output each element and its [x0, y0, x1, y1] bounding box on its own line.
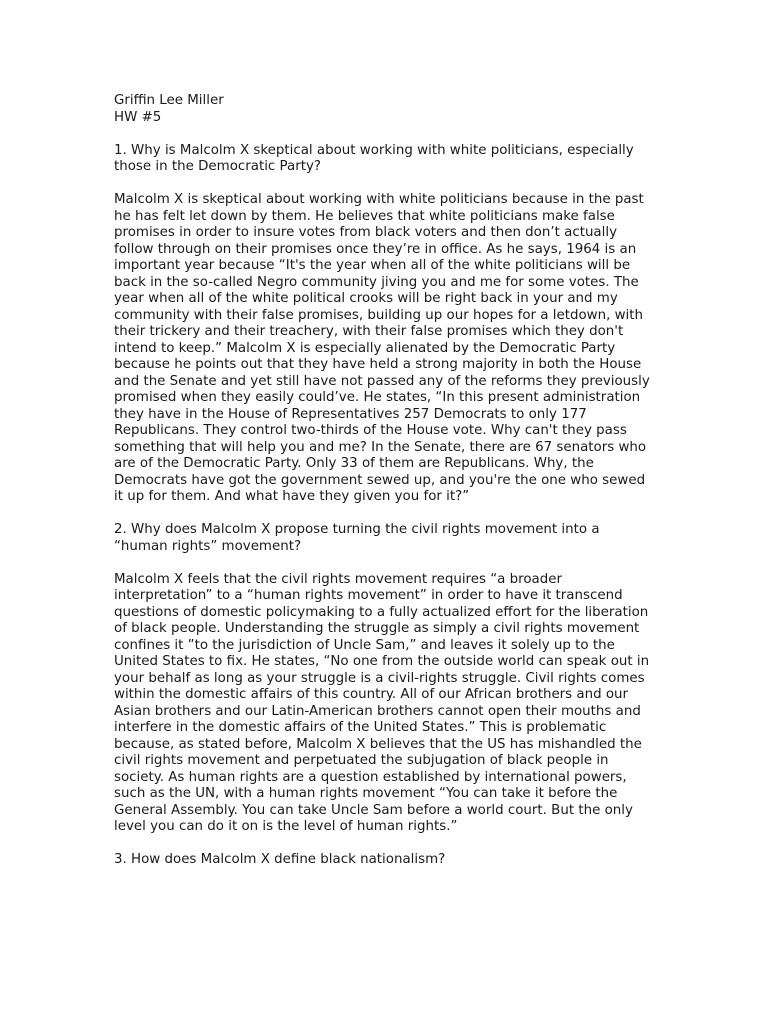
question-3: 3. How does Malcolm X define black nationalism?	[114, 852, 446, 867]
spacer	[114, 176, 654, 193]
question-2: 2. Why does Malcolm X propose turning the civil rights movement into a “human rights” movement?	[114, 522, 600, 554]
spacer	[114, 126, 654, 143]
author-name: Griffin Lee Miller	[114, 93, 224, 108]
question-1: 1. Why is Malcolm X skeptical about working with white politicians, especially those in the Democratic Party?	[114, 142, 634, 174]
spacer	[114, 506, 654, 523]
answer-2: Malcolm X feels that the civil rights movement requires “a broader interpretation” to a “human rights movement” in order to have it transcend questions of domestic policymaking to a fully actualized effort for the liberation of black people. Understanding the struggle as simply a civil rights movement confines it ”to the jurisdiction of Uncle Sam,” and leaves it solely up to the United States to fix. He states, “No one from the outside world can speak out in your behalf as long as your struggle is a civil-rights struggle. Civil rights comes within the domestic affairs of this country. All of our African brothers and our Asian brothers and our Latin-American brothers cannot open their mouths and interfere in the domestic affairs of the United States.” This is problematic because, as stated before, Malcolm X believes that the US has mishandled the civil rights movement and perpetuated the subjugation of black people in society. As human rights are a question established by international powers, such as the UN, with a human rights movement “You can take it before the General Assembly. You can take Uncle Sam before a world court. But the only level you can do it on is the level of human rights.”	[114, 571, 650, 834]
document-page	[114, 93, 654, 869]
spacer	[114, 836, 654, 853]
assignment-title: HW #5	[114, 109, 162, 125]
spacer	[114, 555, 654, 572]
answer-1: Malcolm X is skeptical about working with white politicians because in the past he has felt let down by them. He believes that white politicians make false promises in order to insure votes from black voters and then don’t actually follow through on their promises once they’re in office. As he says, 1964 is an important year because “It's the year when all of the white politicians will be back in the so-called Negro community jiving you and me for some votes. The year when all of the white political crooks will be right back in your and my community with their false promises, building up our hopes for a letdown, with their trickery and their treachery, with their false promises which they don't intend to keep.” Malcolm X is especially alienated by the Democratic Party because he points out that they have held a strong majority in both the House and the Senate and yet still have not passed any of the reforms they previously promised when they easily could’ve. He states, “In this present administration they have in the House of Representatives 257 Democrats to only 177 Republicans. They control two-thirds of the House vote. Why can't they pass something that will help you and me? In the Senate, there are 67 senators who are of the Democratic Party. Only 33 of them are Republicans. Why, the Democrats have got the government sewed up, and you're the one who sewed it up for them. And what have they given you for it?”	[114, 192, 650, 504]
